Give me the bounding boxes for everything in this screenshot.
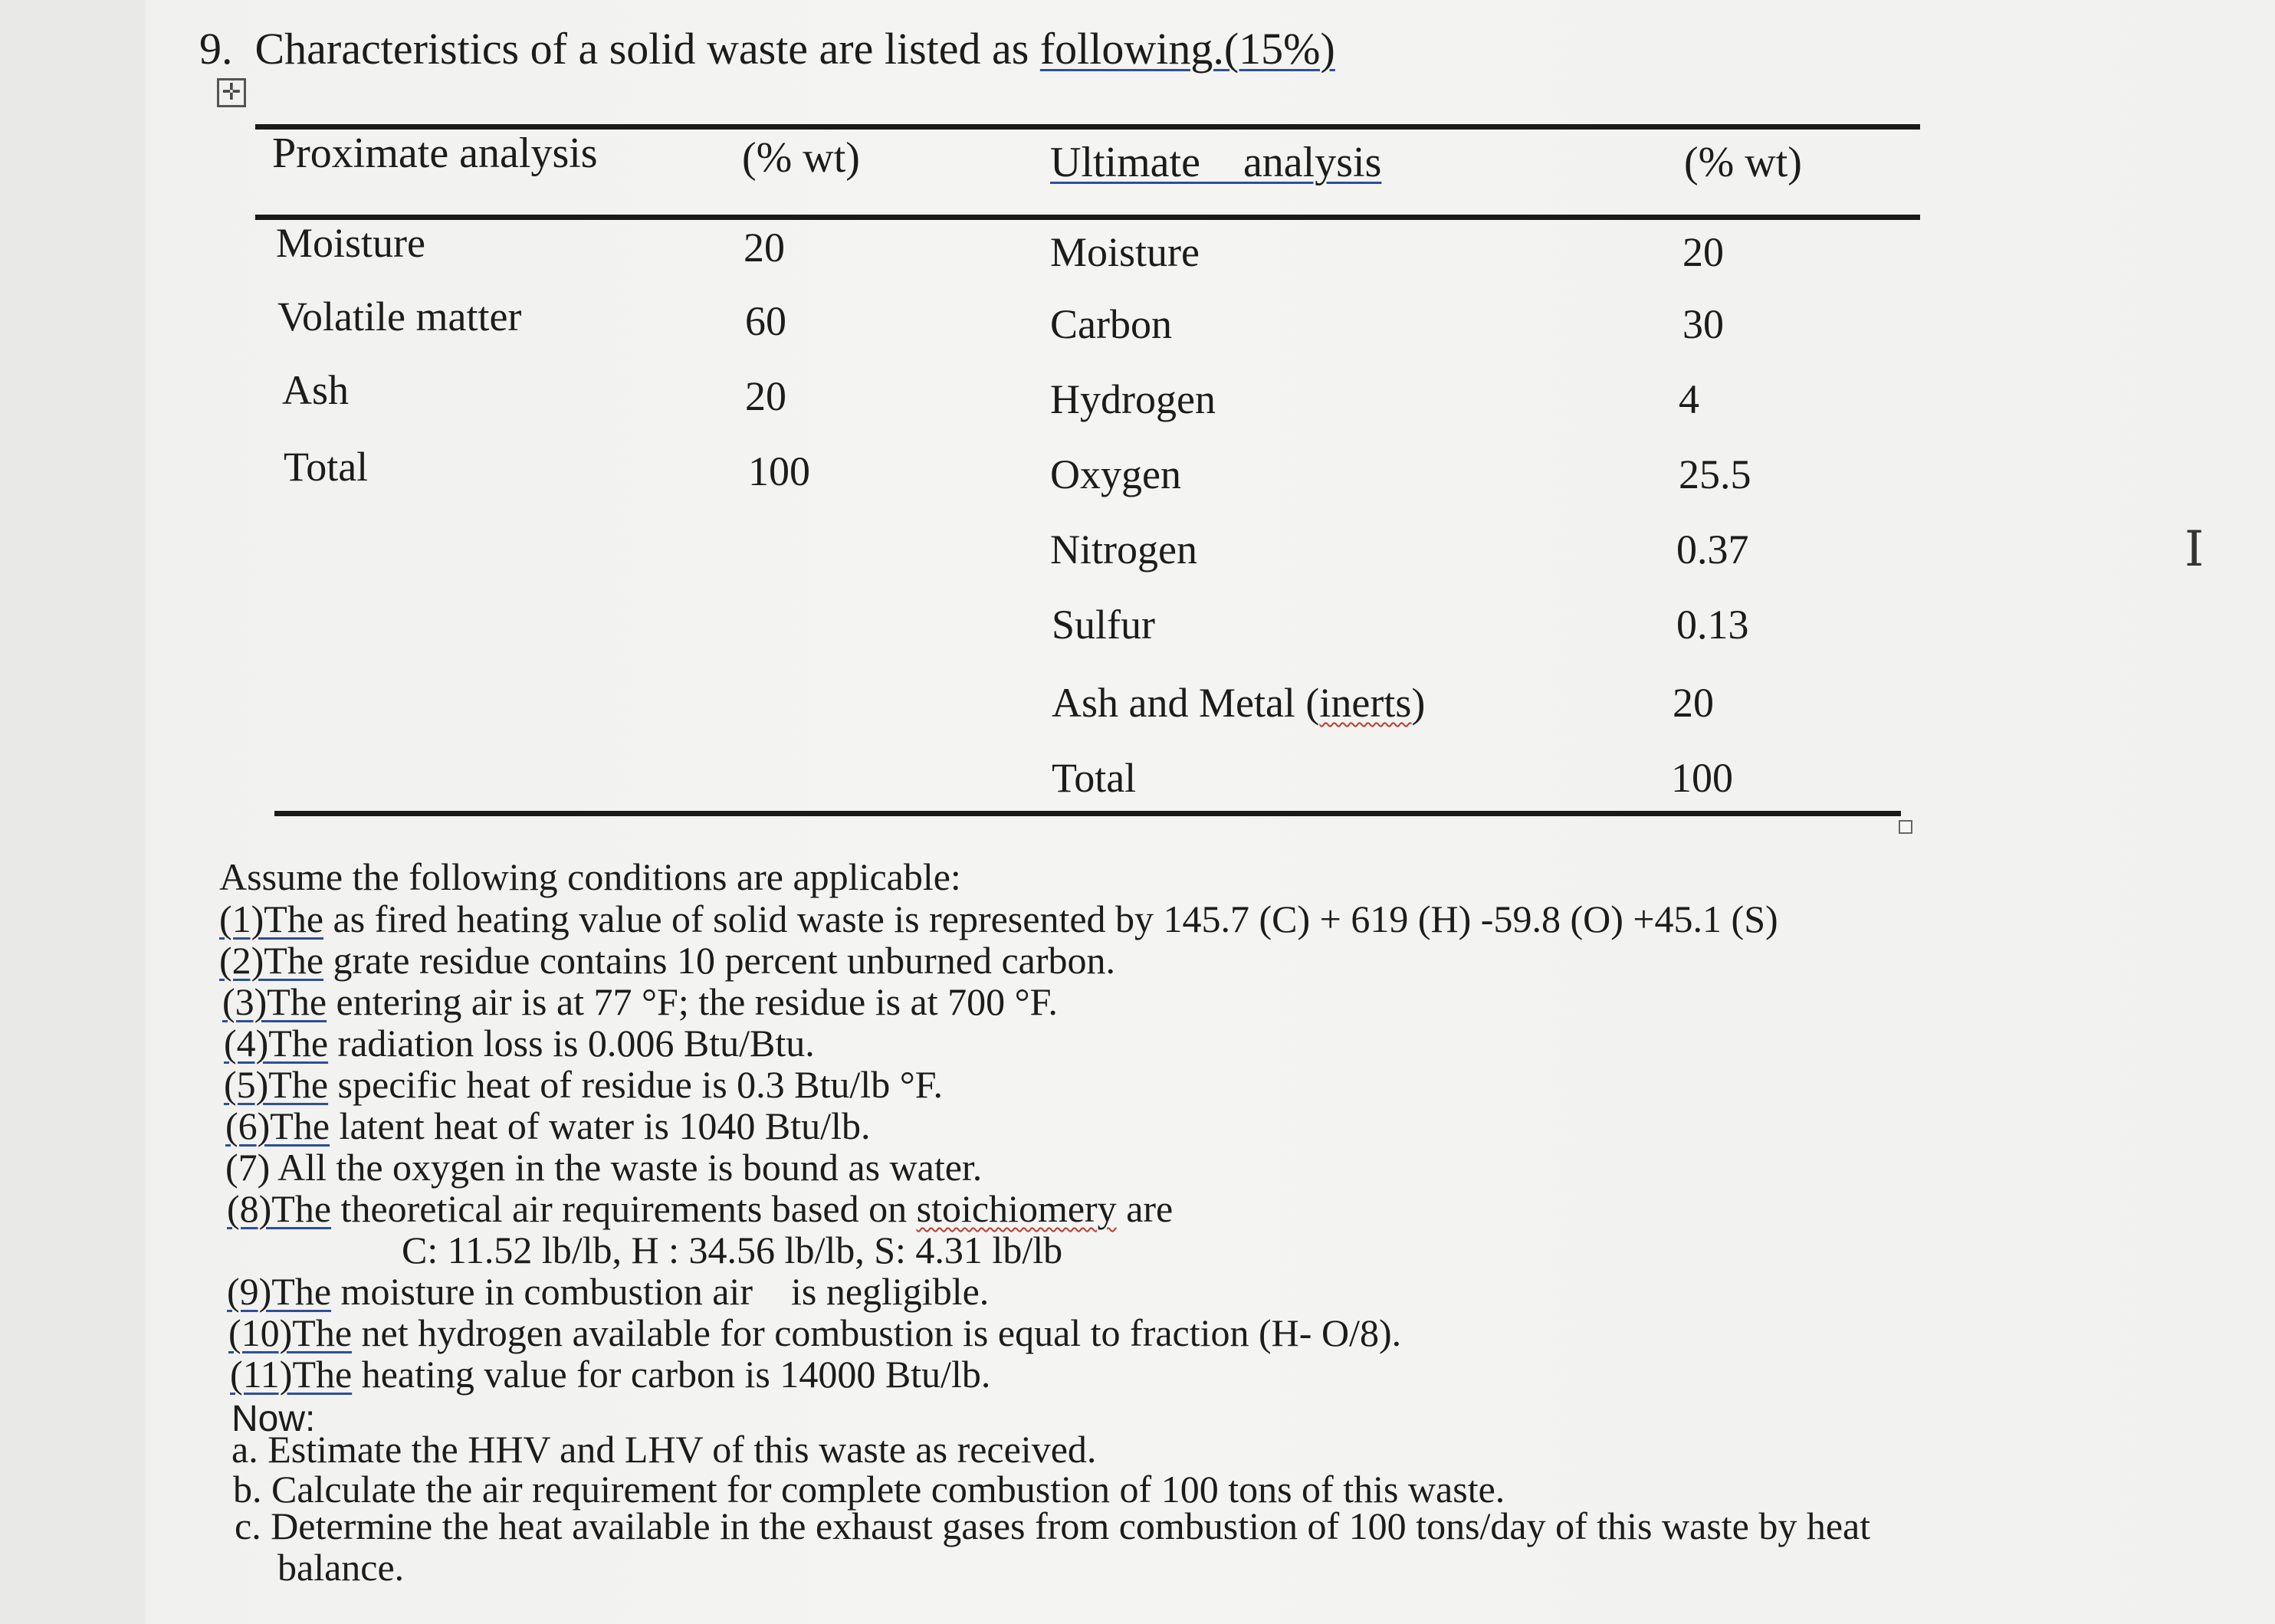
- ultimate-row-value: 4: [1679, 376, 1699, 422]
- ultimate-row-name: Carbon: [1050, 301, 1172, 347]
- proximate-row-name: Moisture: [276, 220, 425, 266]
- tasks-now: Now:: [231, 1399, 316, 1439]
- proximate-row-value: 20: [744, 225, 785, 271]
- table-header-rule: [255, 215, 1920, 220]
- condition-4: (4)The radiation loss is 0.006 Btu/Btu.: [224, 1022, 815, 1065]
- task-c: c. Determine the heat available in the exhaust gases from combustion of 100 tons/day of this waste by heat: [235, 1504, 1871, 1547]
- condition-5: (5)The specific heat of residue is 0.3 Btu/lb °F.: [224, 1063, 943, 1106]
- condition-9: (9)The moisture in combustion air is negligible.: [227, 1270, 990, 1313]
- condition-2: (2)The grate residue contains 10 percent unburned carbon.: [219, 939, 1115, 982]
- question-tail: following.(15%): [1039, 24, 1335, 74]
- proximate-row-value: 60: [745, 298, 786, 344]
- ultimate-row-value: 20: [1673, 680, 1714, 726]
- ultimate-row-name: Oxygen: [1050, 451, 1181, 497]
- ultimate-row-value: 100: [1671, 755, 1733, 801]
- ultimate-row-name: Moisture: [1050, 229, 1200, 275]
- proximate-row-name: Volatile matter: [277, 294, 522, 340]
- ultimate-row-name: Total: [1052, 755, 1137, 801]
- spellcheck-flag[interactable]: inerts: [1319, 680, 1412, 726]
- condition-8-values: C: 11.52 lb/lb, H : 34.56 lb/lb, S: 4.31 lb/lb: [402, 1229, 1063, 1271]
- ultimate-row-value: 20: [1682, 229, 1724, 275]
- i-beam-cursor-icon: I: [2185, 521, 2204, 578]
- header-ultimate: Ultimate analysis: [1050, 139, 1382, 186]
- move-cross-icon: ✛: [222, 79, 241, 106]
- proximate-row-name: Total: [284, 444, 369, 490]
- proximate-row-name: Ash: [282, 367, 350, 413]
- task-b: b. Calculate the air requirement for complete combustion of 100 tons of this waste.: [233, 1468, 1505, 1511]
- condition-8: (8)The theoretical air requirements based on stoichiomery are: [227, 1187, 1174, 1230]
- condition-11: (11)The heating value for carbon is 14000 Btu/lb.: [230, 1353, 991, 1396]
- proximate-row-value: 100: [748, 448, 810, 494]
- ultimate-row-value: 30: [1682, 301, 1724, 347]
- ultimate-row-value: 0.37: [1676, 527, 1749, 573]
- header-proximate-unit: (% wt): [742, 134, 860, 182]
- ultimate-row-name: Hydrogen: [1050, 376, 1216, 422]
- header-proximate: Proximate analysis: [272, 130, 598, 177]
- question-text: Characteristics of a solid waste are listed as: [254, 24, 1040, 74]
- table-resize-handle[interactable]: [1899, 820, 1912, 834]
- header-ultimate-unit: (% wt): [1684, 139, 1802, 186]
- condition-7: (7) All the oxygen in the waste is bound as water.: [225, 1146, 983, 1189]
- table-move-handle[interactable]: [217, 78, 246, 107]
- condition-3: (3)The entering air is at 77 °F; the residue is at 700 °F.: [222, 980, 1058, 1023]
- spellcheck-flag[interactable]: stoichiomery: [916, 1187, 1117, 1230]
- condition-10: (10)The net hydrogen available for combustion is equal to fraction (H- O/8).: [228, 1311, 1402, 1354]
- table-bottom-rule: [274, 811, 1901, 816]
- question-number: 9.: [199, 24, 233, 74]
- condition-6: (6)The latent heat of water is 1040 Btu/lb.: [225, 1104, 871, 1147]
- ultimate-row-name: Nitrogen: [1050, 527, 1197, 573]
- ultimate-row-name-inerts: Ash and Metal (inerts): [1052, 680, 1426, 726]
- task-c-continued: balance.: [277, 1546, 405, 1589]
- task-a: a. Estimate the HHV and LHV of this waste as received.: [231, 1428, 1097, 1471]
- ultimate-row-value: 25.5: [1679, 451, 1751, 497]
- ultimate-row-value: 0.13: [1676, 602, 1749, 648]
- condition-1: (1)The as fired heating value of solid waste is represented by 145.7 (C) + 619 (H) -59.8 (O) +45.1 (S): [219, 897, 1778, 940]
- question-title: [199, 23, 1335, 74]
- conditions-intro: Assume the following conditions are applicable:: [219, 855, 961, 898]
- ultimate-row-name: Sulfur: [1052, 602, 1155, 648]
- proximate-row-value: 20: [745, 373, 786, 419]
